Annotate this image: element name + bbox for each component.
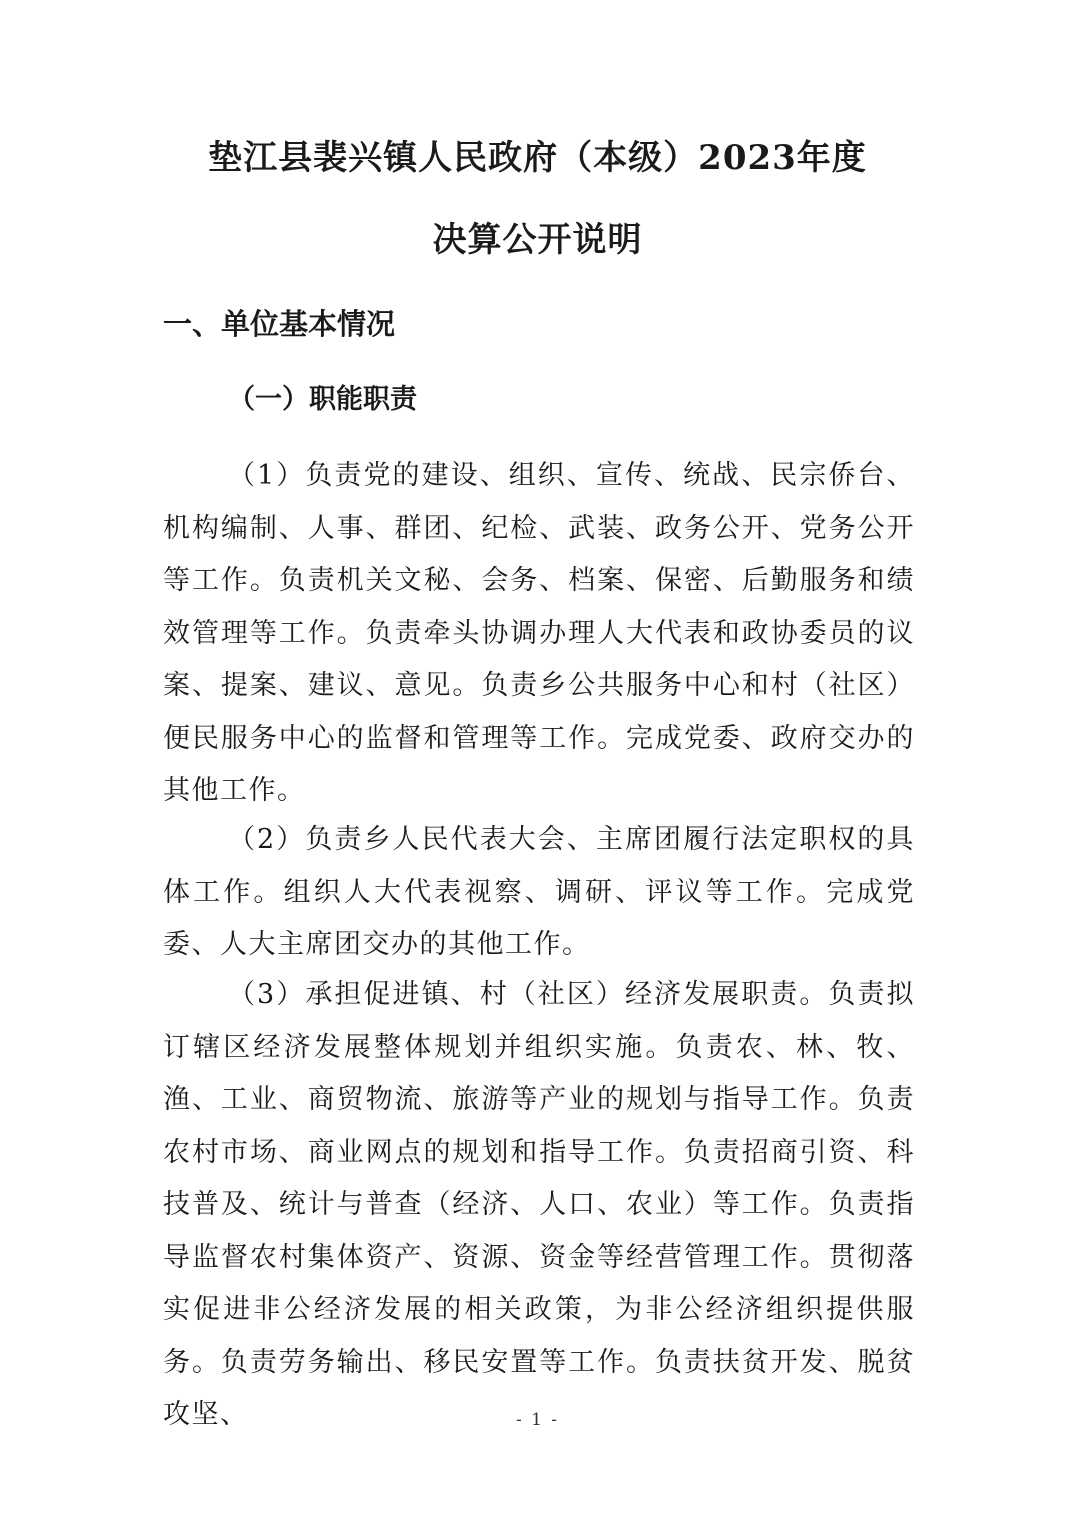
document-title-line-1: 垫江县裴兴镇人民政府（本级）2023年度	[208, 138, 867, 178]
subsection-heading: （一）职能职责	[228, 384, 417, 415]
document-title-line-2: 决算公开说明	[432, 220, 643, 260]
page-number: - 1 -	[515, 1410, 560, 1430]
paragraph-duty-1: （1）负责党的建设、组织、宣传、统战、民宗侨台、机构编制、人事、群团、纪检、武装、政务公开、党务公开等工作。负责机关文秘、会务、档案、保密、后勤服务和绩效管理等工作。负责牵头协调办理人大代表和政协委员的议案、提案、建议、意见。负责乡公共服务中心和村（社区）便民服务中心的监督和管理等工作。完成党委、政府交办的其他工作。	[163, 460, 915, 806]
paragraph-duty-3: （3）承担促进镇、村（社区）经济发展职责。负责拟订辖区经济发展整体规划并组织实施。负责农、林、牧、渔、工业、商贸物流、旅游等产业的规划与指导工作。负责农村市场、商业网点的规划和指导工作。负责招商引资、科技普及、统计与普查（经济、人口、农业）等工作。负责指导监督农村集体资产、资源、资金等经营管理工作。贯彻落实促进非公经济发展的相关政策，为非公经济组织提供服务。负责劳务输出、移民安置等工作。负责扶贫开发、脱贫攻坚、	[163, 979, 915, 1430]
section-heading: 一、单位基本情况	[163, 307, 396, 341]
paragraph-duty-2: （2）负责乡人民代表大会、主席团履行法定职权的具体工作。组织人大代表视察、调研、评议等工作。完成党委、人大主席团交办的其他工作。	[163, 824, 915, 960]
